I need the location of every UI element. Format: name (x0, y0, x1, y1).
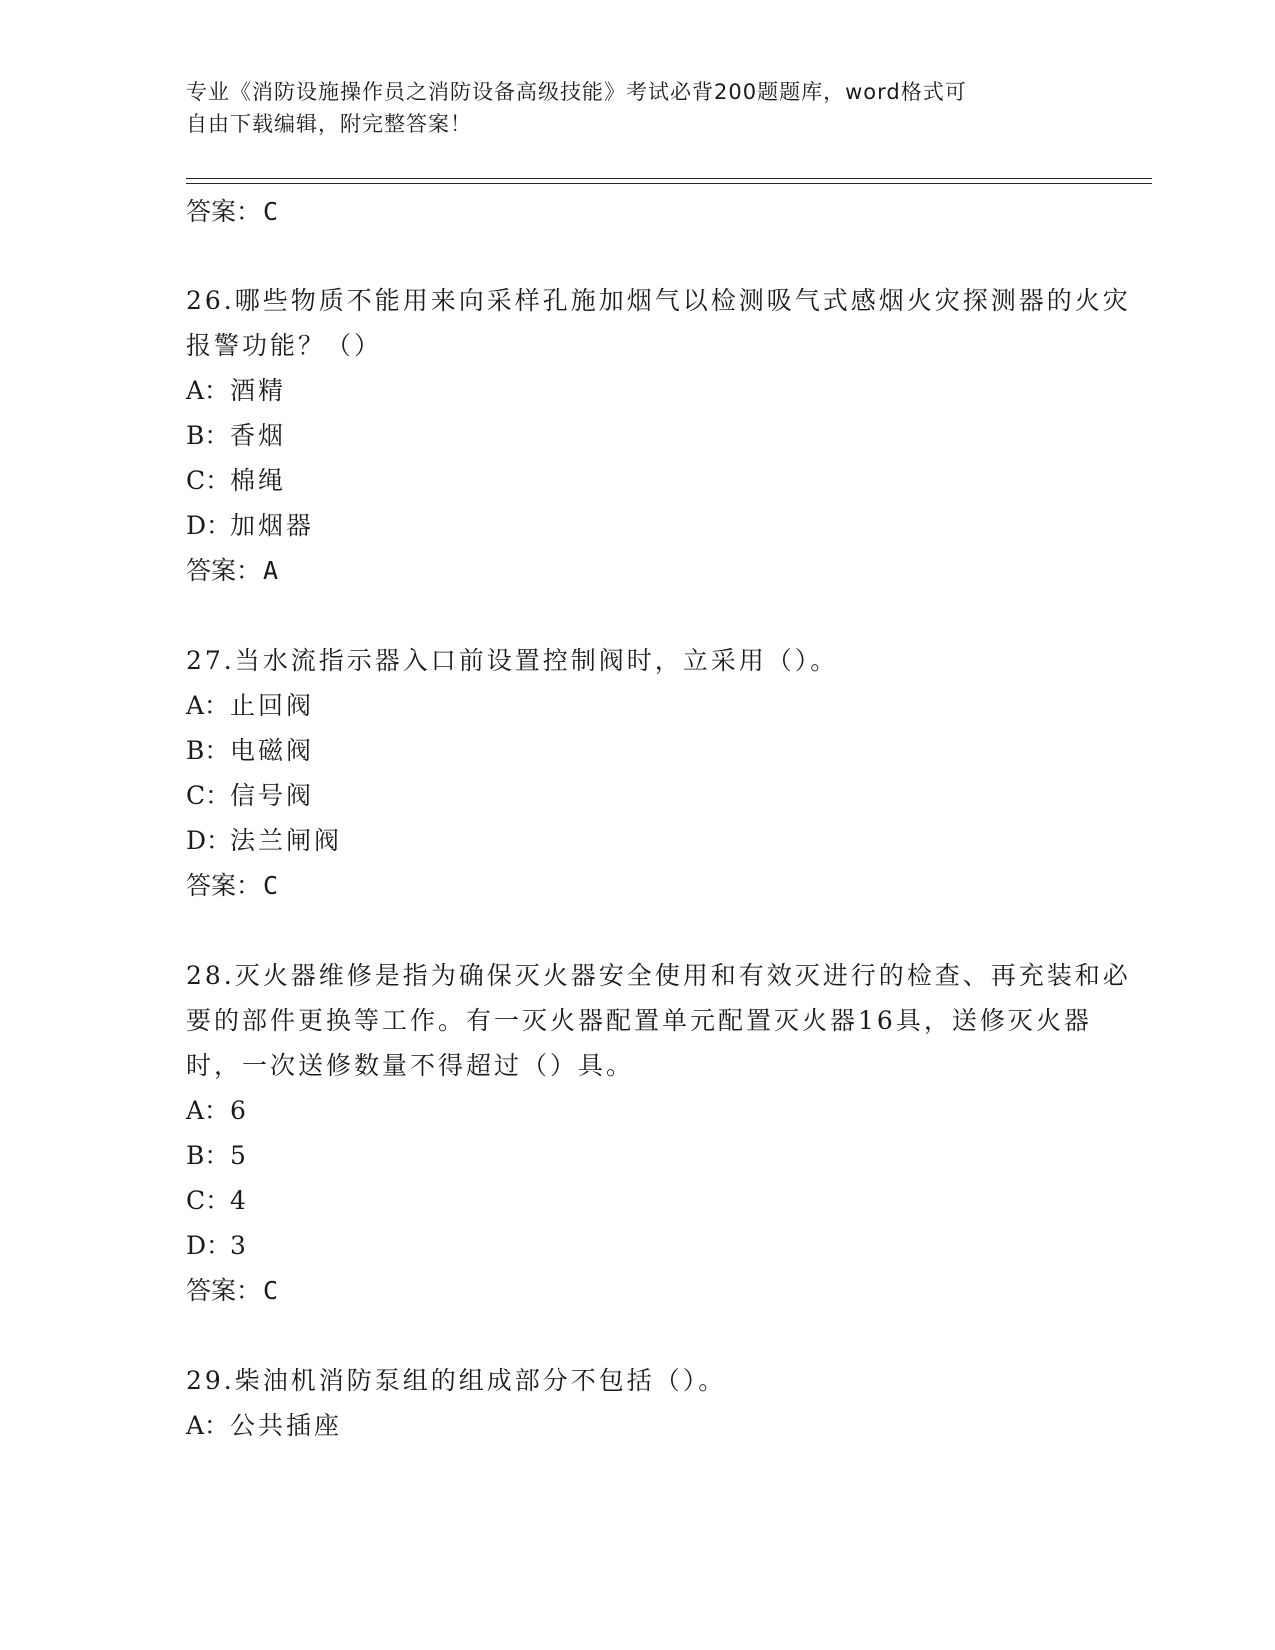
question-text (186, 278, 1146, 368)
option-text: 法兰闸阀 (230, 826, 343, 855)
answer-label: 答案： (186, 871, 262, 900)
option-key: C： (186, 781, 231, 810)
question-body: 灭火器维修是指为确保灭火器安全使用和有效灭进行的检查、再充装和必要的部件更换等工作。有一灭火器配置单元配置灭火器16具，送修灭火器时，一次送修数量不得超过（）具。 (186, 961, 1131, 1080)
answer-line (186, 863, 1146, 909)
option-text: 4 (230, 1186, 249, 1215)
answer-line (186, 190, 1146, 234)
option-a (186, 368, 1146, 413)
question-text (186, 1358, 1146, 1403)
option-a (186, 683, 1146, 728)
option-key: A： (186, 376, 230, 405)
question-27 (186, 638, 1146, 909)
question-list (186, 190, 1146, 1448)
option-text: 止回阀 (230, 691, 315, 720)
question-body: 当水流指示器入口前设置控制阀时，立采用（）。 (234, 646, 839, 675)
option-text: 香烟 (230, 421, 287, 450)
option-key: B： (186, 421, 230, 450)
option-text: 棉绳 (230, 466, 287, 495)
option-key: B： (186, 736, 230, 765)
option-text: 6 (230, 1096, 249, 1125)
header-divider (186, 178, 1152, 179)
option-text: 酒精 (230, 376, 287, 405)
option-key: A： (186, 691, 230, 720)
option-text: 5 (230, 1141, 249, 1170)
option-text: 电磁阀 (230, 736, 315, 765)
option-a (186, 1403, 1146, 1448)
option-c (186, 458, 1146, 503)
page-header (186, 76, 1086, 140)
answer-value: C (263, 197, 279, 226)
option-key: A： (186, 1096, 230, 1125)
option-d (186, 1223, 1146, 1268)
question-text (186, 638, 1146, 683)
answer-value: A (263, 556, 279, 585)
question-number: 26. (186, 286, 235, 315)
option-d (186, 503, 1146, 548)
option-key: A： (186, 1411, 230, 1440)
option-b (186, 1133, 1146, 1178)
answer-label: 答案： (186, 1276, 262, 1305)
option-key: C： (186, 466, 231, 495)
option-text: 加烟器 (230, 511, 315, 540)
answer-line (186, 1268, 1146, 1314)
option-key: D： (186, 511, 232, 540)
option-c (186, 773, 1146, 818)
header-line-1: 专业《消防设施操作员之消防设备高级技能》考试必背200题题库，word格式可 (186, 80, 967, 104)
question-text (186, 953, 1146, 1088)
option-b (186, 728, 1146, 773)
question-28 (186, 953, 1146, 1314)
question-number: 29. (186, 1366, 235, 1395)
question-26 (186, 278, 1146, 594)
header-line-2: 自由下载编辑，附完整答案！ (186, 112, 472, 136)
option-d (186, 818, 1146, 863)
answer-label: 答案： (186, 556, 262, 585)
answer-line (186, 548, 1146, 594)
option-text: 3 (230, 1231, 249, 1260)
option-key: D： (186, 826, 232, 855)
question-number: 27. (186, 646, 235, 675)
answer-value: C (263, 871, 279, 900)
header-divider-secondary (186, 183, 1152, 184)
question-body: 哪些物质不能用来向采样孔施加烟气以检测吸气式感烟火灾探测器的火灾报警功能？（） (186, 286, 1131, 360)
question-29 (186, 1358, 1146, 1448)
option-c (186, 1178, 1146, 1223)
answer-value: C (263, 1276, 279, 1305)
option-key: D： (186, 1231, 232, 1260)
option-key: C： (186, 1186, 231, 1215)
option-text: 公共插座 (230, 1411, 343, 1440)
option-text: 信号阀 (230, 781, 315, 810)
question-body: 柴油机消防泵组的组成部分不包括（）。 (234, 1366, 727, 1395)
option-a (186, 1088, 1146, 1133)
option-key: B： (186, 1141, 230, 1170)
answer-label: 答案： (186, 197, 262, 226)
question-number: 28. (186, 961, 235, 990)
option-b (186, 413, 1146, 458)
